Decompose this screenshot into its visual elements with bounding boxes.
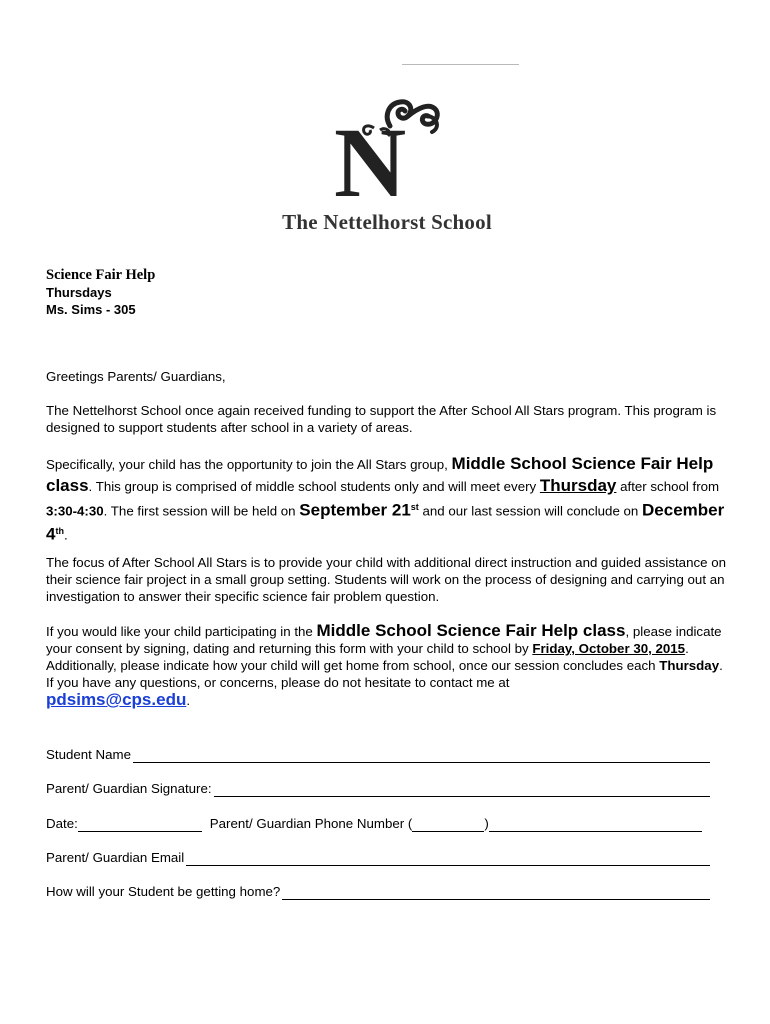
contact-email-link[interactable]: pdsims@cps.edu [46,690,187,709]
phone-area-code-field[interactable] [412,817,484,832]
class-teacher: Ms. Sims - 305 [46,302,136,317]
paragraph-funding: The Nettelhorst School once again received funding to support the After School All Stars program. This program is designed to support students after school in a variety of areas. [46,403,717,435]
paragraph-consent: If you would like your child participating in the Middle School Science Fair Help class, please indicate your consent by signing, dating and returning this form with your child to school by Friday, October 30, 2015. Additionally, please indicate how your child will get home from school, once our session concludes each Thursday. If you have any questions, or concerns, please do not hesitate to contact me at pdsims@cps.edu. [46,621,723,709]
paragraph-focus: The focus of After School All Stars is to provide your child with additional direct instruction and guided assistance on their science fair project in a small group setting. Students will work on the process of designing and carrying out an investigation to answer their specific science fair problem question. [46,555,726,604]
top-rule [402,64,519,65]
class-header [46,266,155,318]
meeting-day: Thursday [539,476,617,495]
meeting-day: Thursday [659,658,720,673]
signature-field[interactable] [214,782,710,797]
signature-label: Parent/ Guardian Signature: [46,781,212,796]
class-title: Science Fair Help [46,267,156,283]
class-day: Thursdays [46,285,112,300]
signature-row [46,780,710,797]
student-name-label: Student Name [46,747,132,762]
logo-n-icon [262,88,512,208]
email-field[interactable] [186,851,710,866]
svg-text:N: N [334,107,407,208]
last-session-date: December 4 [46,500,725,544]
paragraph-details: Specifically, your child has the opportunity to join the All Stars group, Middle School Science Fair Help class. This group is comprised of middle school students only and will meet every Thursday after school from 3:30-4:30. The first session will be held on September 21st and our last session will conclude on December 4th. [46,454,725,544]
getting-home-label: How will your Student be getting home? [46,884,281,899]
student-name-field[interactable] [133,748,710,763]
meeting-time: 3:30-4:30 [46,503,104,519]
email-row [46,849,710,866]
getting-home-row [46,883,710,900]
school-logo [262,88,512,238]
phone-number-field[interactable] [489,817,702,832]
first-session-date: September 21 [299,500,411,520]
due-date: Friday, October 30, 2015 [532,641,686,656]
date-phone-row [46,815,702,832]
phone-label: Parent/ Guardian Phone Number ( [209,816,413,831]
date-label: Date: [46,816,78,831]
phone-paren-close: ) [484,816,489,831]
school-name: The Nettelhorst School [282,210,492,234]
student-name-row [46,746,710,763]
email-label: Parent/ Guardian Email [46,850,185,865]
getting-home-field[interactable] [282,885,710,900]
date-field[interactable] [78,817,202,832]
class-name: Middle School Science Fair Help class [46,454,714,495]
class-name: Middle School Science Fair Help class [316,621,626,640]
greeting: Greetings Parents/ Guardians, [46,369,226,384]
